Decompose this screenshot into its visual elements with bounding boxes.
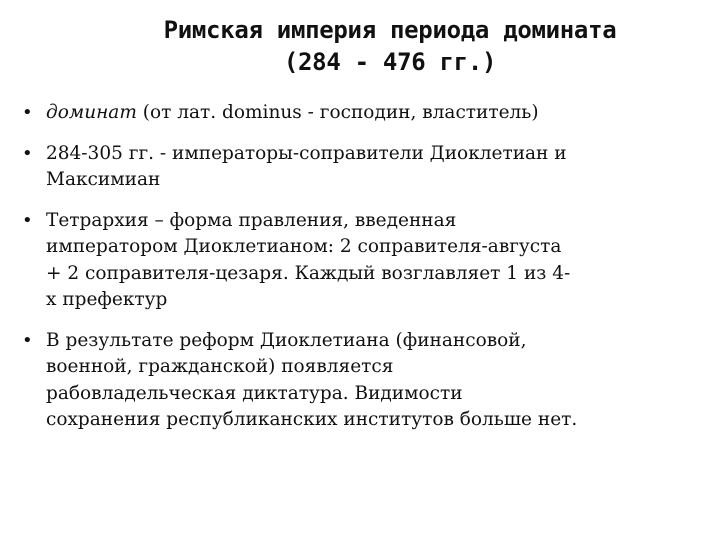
title-line-1: Римская империя периода домината bbox=[163, 16, 617, 44]
bullet-marker: • bbox=[22, 142, 33, 164]
bullet-text-line: рабовладельческая диктатура. Видимости bbox=[46, 382, 463, 404]
bullet-text-line: В результате реформ Диоклетиана (финансовой, bbox=[46, 329, 527, 351]
bullet-item-tetrarchy bbox=[20, 208, 710, 314]
title-line-2: (284 - 476 гг.) bbox=[283, 48, 497, 76]
bullet-text-line: х префектур bbox=[46, 289, 168, 310]
bullet-text-line: сохранения республиканских институтов больше нет. bbox=[46, 409, 578, 430]
bullet-list bbox=[20, 100, 710, 448]
slide-title bbox=[60, 14, 720, 78]
term-dominat: доминат bbox=[46, 102, 137, 123]
bullet-text-line: Тетрархия – форма правления, введенная bbox=[46, 209, 457, 231]
bullet-text-line: императором Диоклетианом: 2 соправителя-августа bbox=[46, 236, 562, 257]
bullet-text-line: военной, гражданской) появляется bbox=[46, 356, 394, 377]
bullet-marker: • bbox=[22, 102, 33, 123]
bullet-item-dominat bbox=[20, 100, 710, 127]
bullet-text-line: + 2 соправителя-цезаря. Каждый возглавляет 1 из 4- bbox=[46, 262, 571, 284]
bullet-item-reforms bbox=[20, 328, 710, 434]
bullet-text-line: Максимиан bbox=[46, 169, 161, 190]
bullet-text: (от лат. dominus - господин, властитель) bbox=[136, 102, 539, 123]
bullet-marker: • bbox=[22, 329, 33, 351]
bullet-item-co-emperors bbox=[20, 141, 710, 194]
bullet-marker: • bbox=[22, 209, 33, 231]
bullet-text-line: 284-305 гг. - императоры-соправители Диоклетиан и bbox=[46, 142, 567, 164]
